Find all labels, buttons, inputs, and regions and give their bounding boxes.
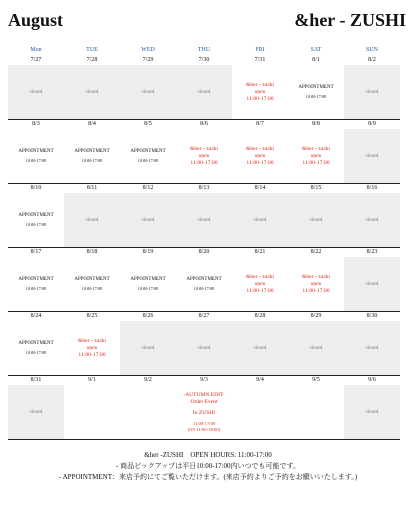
day-cell-closed xyxy=(288,321,344,375)
closed-label: closed xyxy=(253,217,267,223)
date-label: 9/3 xyxy=(200,377,208,383)
day-cell-open xyxy=(64,321,120,375)
appointment-label: APPOINTMENT xyxy=(130,149,166,154)
appointment-time: 10:00-17:00 xyxy=(193,286,215,291)
week-cells xyxy=(8,321,400,375)
day-cell-closed xyxy=(232,193,288,247)
date-label: 8/6 xyxy=(200,121,208,127)
day-cell-appt xyxy=(120,129,176,183)
week-dates xyxy=(8,56,400,65)
weekday-header xyxy=(8,47,400,53)
date-label: 8/18 xyxy=(86,249,98,255)
calendar-week xyxy=(8,120,400,184)
day-cell-appt xyxy=(120,257,176,311)
closed-label: closed xyxy=(29,89,43,95)
date-label: 8/30 xyxy=(366,313,378,319)
appointment-time: 10:00-17:00 xyxy=(25,286,47,291)
appointment-label: APPOINTMENT xyxy=(186,277,222,282)
date-label: 8/26 xyxy=(142,313,154,319)
date-label: 8/24 xyxy=(30,313,42,319)
open-time: 11:00-17:00 xyxy=(246,159,274,166)
closed-label: closed xyxy=(365,281,379,287)
closed-label: closed xyxy=(365,153,379,159)
closed-label: closed xyxy=(141,345,155,351)
day-cell-appt xyxy=(8,129,64,183)
day-cell-closed xyxy=(344,129,400,183)
day-cell-appt xyxy=(288,65,344,119)
store-label: &her - zushi xyxy=(246,81,274,88)
date-label: 8/13 xyxy=(198,185,210,191)
day-cell-open xyxy=(232,129,288,183)
date-label: 8/25 xyxy=(86,313,98,319)
date-label: 7/27 xyxy=(30,57,42,63)
date-label: 8/14 xyxy=(254,185,266,191)
open-time: 11:00-17:00 xyxy=(190,159,218,166)
week-dates xyxy=(8,184,400,193)
date-label: 7/29 xyxy=(142,57,154,63)
day-cell-open xyxy=(288,129,344,183)
date-label: 8/7 xyxy=(256,121,264,127)
store-label: &her - zushi xyxy=(246,145,274,152)
weekday-sun: SUN xyxy=(365,47,378,53)
day-cell-closed xyxy=(64,65,120,119)
day-cell-closed xyxy=(120,193,176,247)
date-label: 7/31 xyxy=(254,57,266,63)
day-cell-closed xyxy=(344,257,400,311)
open-time: 11:00-17:00 xyxy=(246,95,274,102)
closed-label: closed xyxy=(85,217,99,223)
calendar-week xyxy=(8,184,400,248)
day-cell-closed xyxy=(64,193,120,247)
week-dates xyxy=(8,376,400,385)
day-cell-closed xyxy=(344,385,400,439)
date-label: 9/2 xyxy=(144,377,152,383)
date-label: 8/3 xyxy=(32,121,40,127)
day-cell-appt xyxy=(176,257,232,311)
date-label: 8/15 xyxy=(310,185,322,191)
date-label: 8/10 xyxy=(30,185,42,191)
day-cell-closed xyxy=(344,193,400,247)
closed-label: closed xyxy=(253,345,267,351)
weekday-mon: Mon xyxy=(30,47,42,53)
date-label: 8/1 xyxy=(312,57,320,63)
appointment-label: APPOINTMENT xyxy=(298,85,334,90)
day-cell-closed xyxy=(120,65,176,119)
day-cell-closed xyxy=(344,65,400,119)
day-cell-closed xyxy=(232,321,288,375)
appointment-time: 10:00-17:00 xyxy=(25,350,47,355)
open-label: open xyxy=(310,152,322,159)
week-cells xyxy=(8,65,400,119)
day-cell-closed xyxy=(344,321,400,375)
calendar-week xyxy=(8,248,400,312)
appointment-label: APPOINTMENT xyxy=(74,277,110,282)
date-label: 7/28 xyxy=(86,57,98,63)
date-label: 8/27 xyxy=(198,313,210,319)
date-label: 8/16 xyxy=(366,185,378,191)
day-cell-open xyxy=(232,257,288,311)
closed-label: closed xyxy=(141,217,155,223)
closed-label: closed xyxy=(85,89,99,95)
event-title: -AUTUMN EDIT- xyxy=(183,391,225,398)
open-time: 11:00-17:00 xyxy=(302,287,330,294)
calendar-week xyxy=(8,312,400,376)
appointment-label: APPOINTMENT xyxy=(18,149,54,154)
date-label: 8/4 xyxy=(88,121,96,127)
day-cell-open xyxy=(288,257,344,311)
week-divider xyxy=(8,439,400,440)
date-label: 9/4 xyxy=(256,377,264,383)
calendar-week xyxy=(8,56,400,120)
calendar-grid xyxy=(8,56,400,440)
day-cell-appt xyxy=(64,257,120,311)
date-label: 8/21 xyxy=(254,249,266,255)
event-block xyxy=(64,385,344,439)
date-label: 8/17 xyxy=(30,249,42,255)
day-cell-appt xyxy=(8,321,64,375)
date-label: 8/19 xyxy=(142,249,154,255)
date-label: 8/28 xyxy=(254,313,266,319)
day-cell-closed xyxy=(176,321,232,375)
closed-label: closed xyxy=(309,345,323,351)
appointment-time: 10:00-17:00 xyxy=(81,158,103,163)
appointment-label: APPOINTMENT xyxy=(18,213,54,218)
closed-label: closed xyxy=(197,217,211,223)
weekday-tue: TUE xyxy=(86,47,98,53)
date-label: 8/20 xyxy=(198,249,210,255)
day-cell-closed xyxy=(8,385,64,439)
date-label: 9/5 xyxy=(312,377,320,383)
closed-label: closed xyxy=(365,217,379,223)
appointment-label: APPOINTMENT xyxy=(18,277,54,282)
date-label: 8/8 xyxy=(312,121,320,127)
footer-hours: &her -ZUSHI OPEN HOURS: 11:00-17:00 xyxy=(144,451,272,459)
event-note: (9/5 11:00-18:00) xyxy=(187,426,221,432)
day-cell-open xyxy=(176,129,232,183)
closed-label: closed xyxy=(29,409,43,415)
footer-pickup-note: - 商品ピックアップは平日10:00-17:00内いつでも可能です。 xyxy=(116,462,300,470)
date-label: 8/29 xyxy=(310,313,322,319)
date-label: 8/5 xyxy=(144,121,152,127)
appointment-label: APPOINTMENT xyxy=(18,341,54,346)
closed-label: closed xyxy=(309,217,323,223)
open-time: 11:00-17:00 xyxy=(246,287,274,294)
week-cells xyxy=(8,193,400,247)
closed-label: closed xyxy=(197,345,211,351)
date-label: 9/6 xyxy=(368,377,376,383)
day-cell-closed xyxy=(120,321,176,375)
date-label: 8/23 xyxy=(366,249,378,255)
date-label: 7/30 xyxy=(198,57,210,63)
month-title: August xyxy=(8,10,64,30)
day-cell-open xyxy=(232,65,288,119)
appointment-label: APPOINTMENT xyxy=(74,149,110,154)
date-label: 8/31 xyxy=(30,377,42,383)
week-dates xyxy=(8,120,400,129)
closed-label: closed xyxy=(365,345,379,351)
store-label: &her - zushi xyxy=(78,337,106,344)
event-time: 11:00-17:00 xyxy=(192,420,216,426)
open-label: open xyxy=(86,344,98,351)
event-subtitle: Order Event xyxy=(190,398,218,405)
store-title: &her - ZUSHI xyxy=(294,10,406,30)
open-label: open xyxy=(254,152,266,159)
date-label: 8/12 xyxy=(142,185,154,191)
week-cells xyxy=(8,129,400,183)
closed-label: closed xyxy=(365,89,379,95)
open-label: open xyxy=(198,152,210,159)
day-cell-appt xyxy=(8,257,64,311)
date-label: 9/1 xyxy=(88,377,96,383)
appointment-time: 10:00-17:00 xyxy=(137,286,159,291)
appointment-time: 10:00-17:00 xyxy=(305,94,327,99)
date-label: 8/9 xyxy=(368,121,376,127)
appointment-time: 10:00-17:00 xyxy=(137,158,159,163)
weekday-sat: SAT xyxy=(310,47,322,53)
appointment-time: 10:00-17:00 xyxy=(25,158,47,163)
day-cell-appt xyxy=(64,129,120,183)
event-location: In ZUSHI xyxy=(192,409,216,416)
open-time: 11:00-17:00 xyxy=(78,351,106,358)
weekday-thu: THU xyxy=(197,47,211,53)
date-label: 8/2 xyxy=(368,57,376,63)
week-dates xyxy=(8,248,400,257)
week-cells xyxy=(8,257,400,311)
calendar-week xyxy=(8,376,400,440)
appointment-time: 10:00-17:00 xyxy=(81,286,103,291)
open-time: 11:00-17:00 xyxy=(302,159,330,166)
open-label: open xyxy=(254,280,266,287)
date-label: 8/22 xyxy=(310,249,322,255)
store-label: &her - zushi xyxy=(190,145,218,152)
appointment-label: APPOINTMENT xyxy=(130,277,166,282)
footer xyxy=(0,450,416,483)
open-label: open xyxy=(254,88,266,95)
date-label: 8/11 xyxy=(86,185,98,191)
open-label: open xyxy=(310,280,322,287)
weekday-wed: WED xyxy=(141,47,155,53)
day-cell-appt xyxy=(8,193,64,247)
closed-label: closed xyxy=(197,89,211,95)
closed-label: closed xyxy=(141,89,155,95)
store-label: &her - zushi xyxy=(302,145,330,152)
closed-label: closed xyxy=(365,409,379,415)
store-label: &her - zushi xyxy=(246,273,274,280)
footer-appointment-note: - APPOINTMENT：来店予約にてご覧いただけます。(来店予約よりご予約をお願いいたします。) xyxy=(58,473,358,481)
day-cell-closed xyxy=(176,65,232,119)
day-cell-closed xyxy=(176,193,232,247)
appointment-time: 10:00-17:00 xyxy=(25,222,47,227)
day-cell-closed xyxy=(8,65,64,119)
weekday-fri: FRI xyxy=(255,47,265,53)
store-label: &her - zushi xyxy=(302,273,330,280)
week-dates xyxy=(8,312,400,321)
day-cell-closed xyxy=(288,193,344,247)
